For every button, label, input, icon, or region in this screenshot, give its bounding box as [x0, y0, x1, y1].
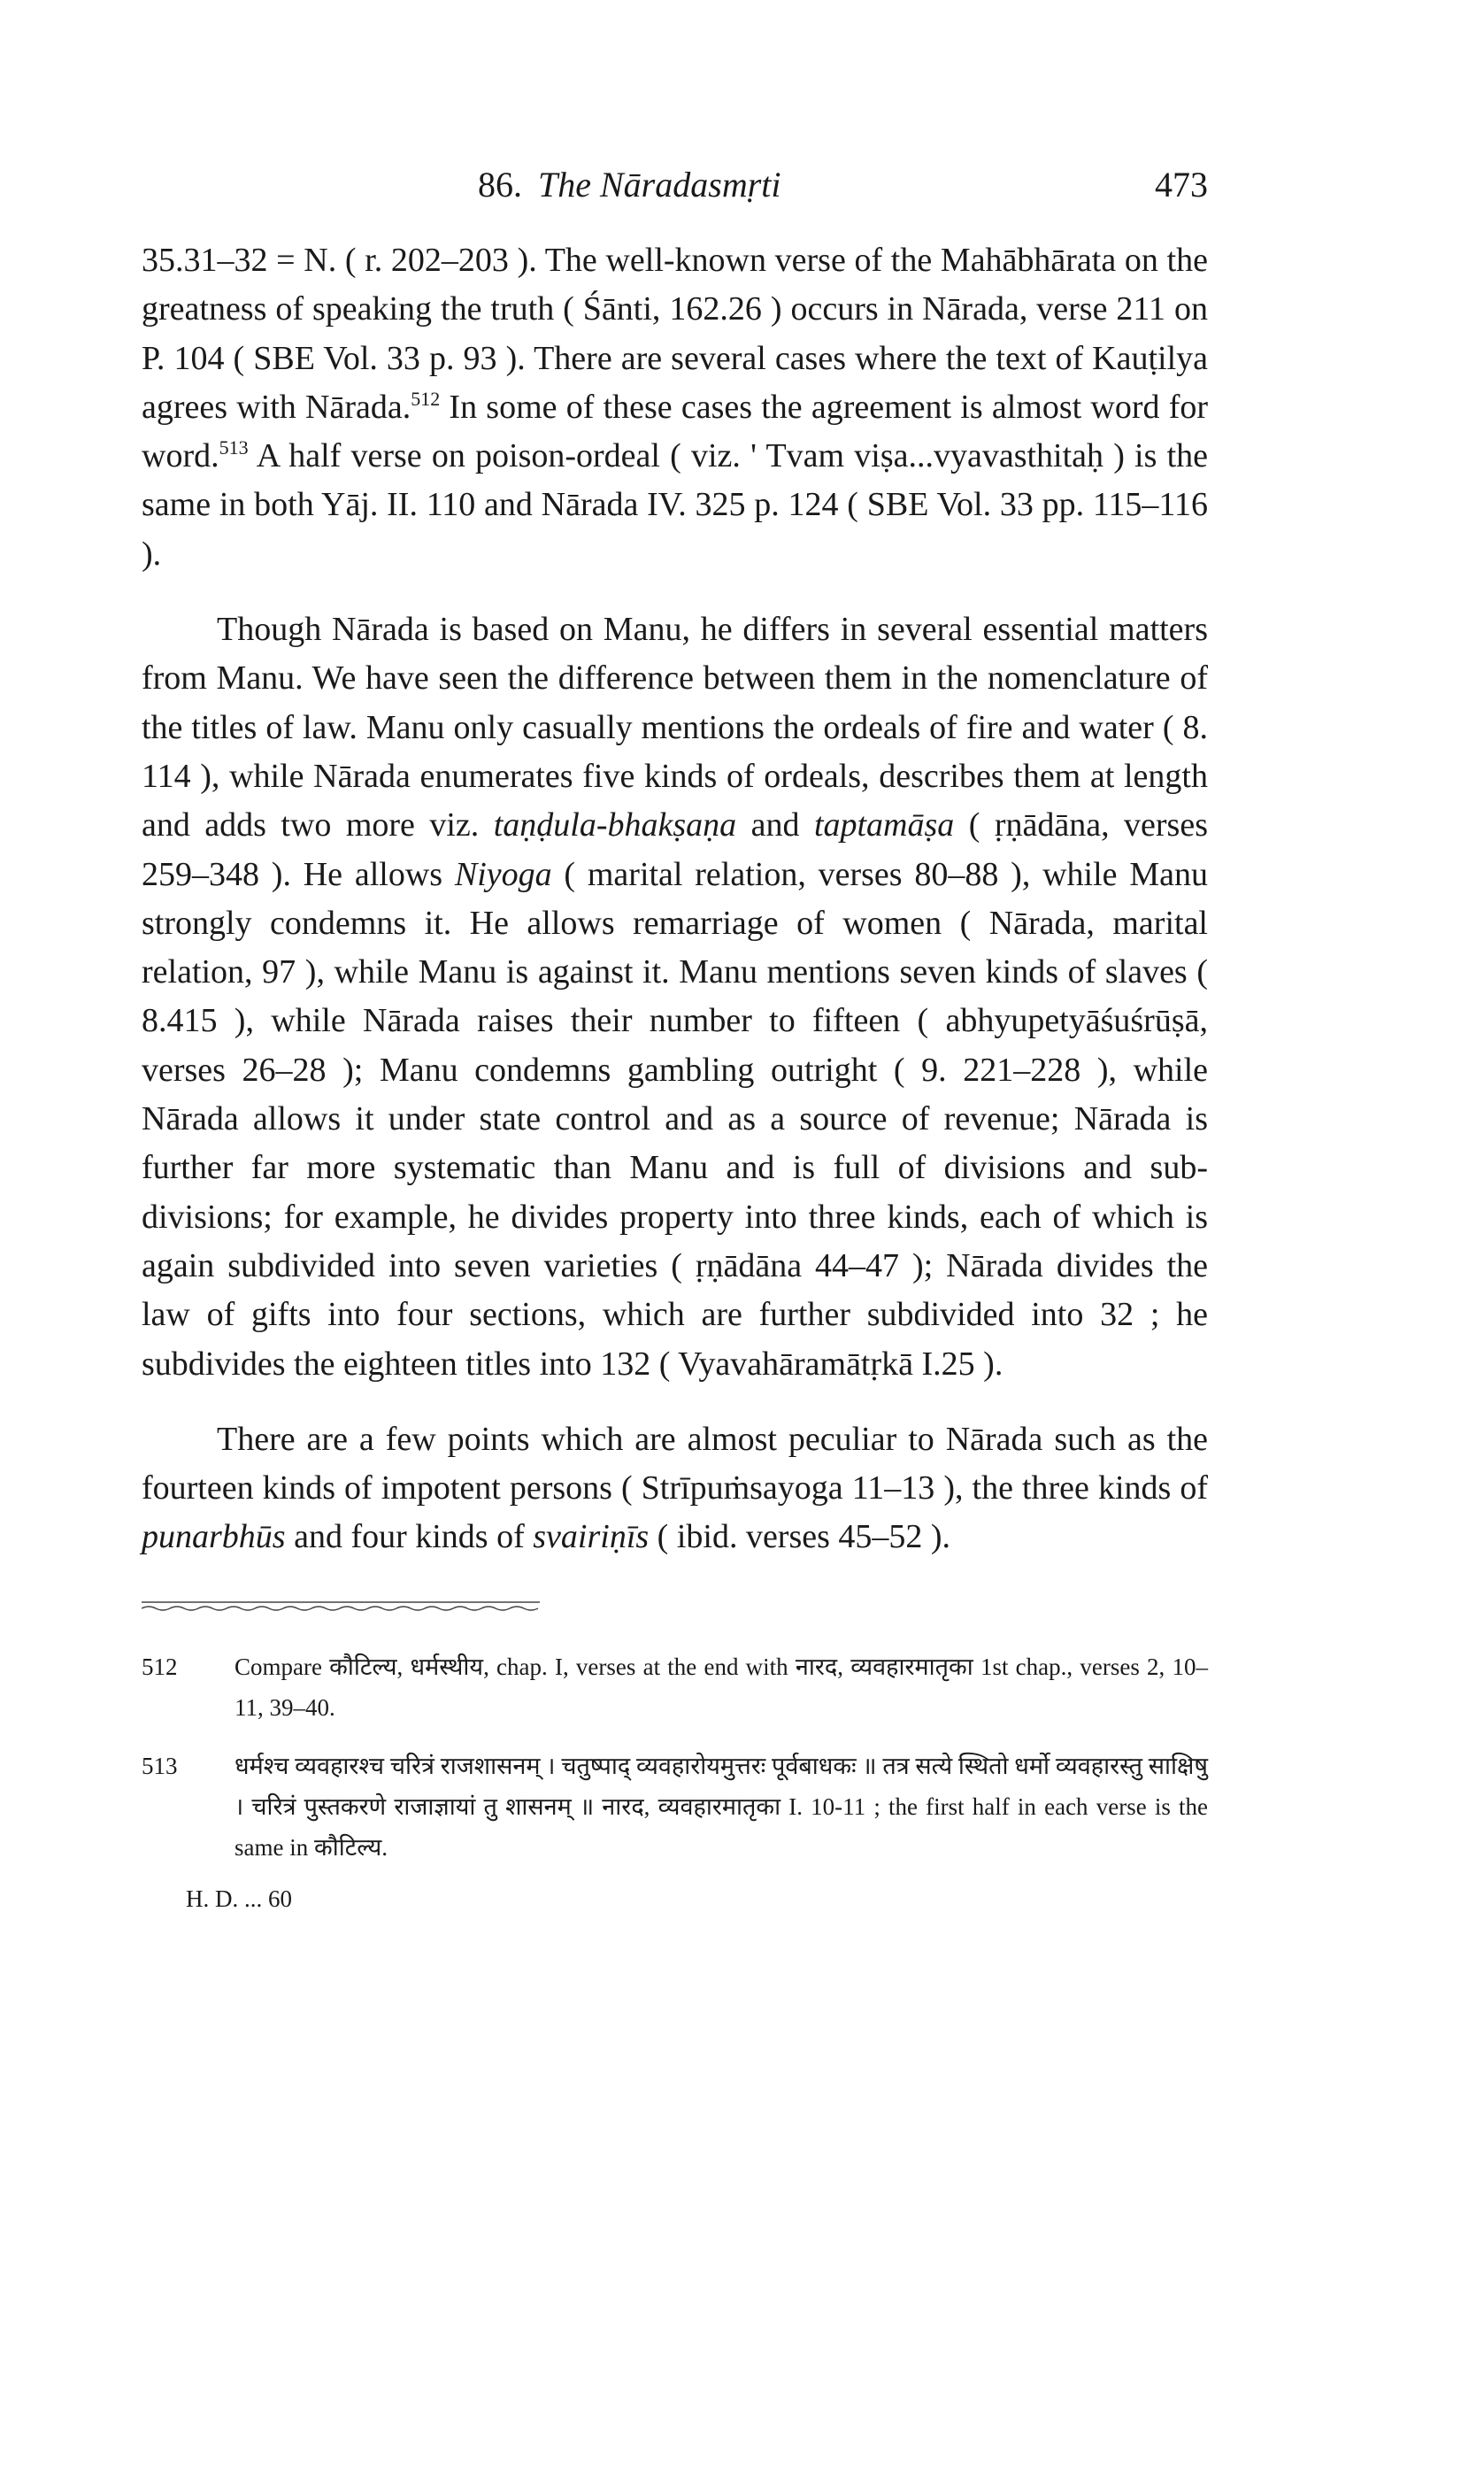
paragraph-text: and four kinds of — [285, 1518, 534, 1556]
footnote — [142, 1746, 1208, 1868]
printer-signature-mark: H. D. ... 60 — [186, 1885, 292, 1912]
footnotes — [142, 1646, 1208, 1868]
footnote-number: 512 — [142, 1653, 178, 1680]
paragraph-text: A half verse on poison-ordeal ( viz. ' Tvam viṣa...vyavasthitaḥ ) is the same in both Yāj. II. 110 and Nārada IV. 325 p. 124 ( SBE Vol. 33 pp. 115–116 ). — [142, 437, 1208, 573]
footnote-number: 513 — [142, 1752, 178, 1779]
italic-term: punarbhūs — [142, 1518, 286, 1556]
paragraph-text: and — [736, 806, 814, 844]
paragraph-text: ( ṛṇādāna, verses 259–348 ). He allows — [142, 806, 1208, 893]
paragraph — [142, 1415, 1208, 1562]
paragraph — [142, 236, 1208, 579]
footnote-text: Compare कौटिल्य, धर्मस्थीय, chap. I, verses at the end with नारद, व्यवहारमातृका 1st chap., verses 2, 10–11, 39–40. — [235, 1653, 1208, 1721]
paragraph-text: In some of these cases the agreement is almost word for word. — [142, 388, 1209, 475]
footnote — [142, 1646, 1208, 1728]
footnote-ref: 512 — [411, 387, 441, 410]
chapter-heading — [478, 164, 781, 205]
footnote-divider — [142, 1600, 540, 1612]
paragraph-text: There are a few points which are almost peculiar to Nārada such as the fourteen kinds of impotent persons ( Strīpuṁsayoga 11–13 ), the three kinds of — [142, 1420, 1208, 1507]
paragraph-text: Though Nārada is based on Manu, he differs in several essential matters from Manu. We have seen the difference between them in the nomenclature of the titles of law. Manu only casually mentions the ordeals of fire and water ( 8. 114 ), while Nārada enumerates five kinds of ordeals, describes them at length and adds two more viz. — [142, 611, 1208, 844]
paragraph-text: ( ibid. verses 45–52 ). — [649, 1518, 951, 1556]
paragraph-text: 35.31–32 = N. ( r. 202–203 ). The well-known verse of the Mahābhārata on the greatness of speaking the truth ( Śānti, 162.26 ) occurs in Nārada, verse 211 on P. 104 ( SBE Vol. 33 p. 93 ). There are several cases where the text of Kauṭilya agrees with Nārada. — [142, 242, 1208, 426]
italic-term: svairiṇīs — [533, 1518, 650, 1556]
footnote-text: धर्मश्च व्यवहारश्च चरित्रं राजशासनम् । चतुष्पाद् व्यवहारोयमुत्तरः पूर्वबाधकः ॥ तत्र सत्ये स्थितो धर्मो व्यवहारस्तु साक्षिषु । चरित्रं पुस्तकरणे राजाज्ञायां तु शासनम् ॥ नारद, व्यवहारमातृका I. 10-11 ; the first half in each verse is the same in कौटिल्य. — [235, 1752, 1208, 1861]
italic-term: taptamāṣa — [813, 806, 955, 844]
paragraph-text: ( marital relation, verses 80–88 ), while Manu strongly condemns it. He allows remarriage of women ( Nārada, marital relation, 97 ), while Manu is against it. Manu mentions seven kinds of slaves ( 8.415 ), while Nārada raises their number to fifteen ( abhyupetyāśuśrūṣā, verses 26–28 ); Manu condemns gambling outright ( 9. 221–228 ), while Nārada allows it under state control and as a source of revenue; Nārada is further far more systematic than Manu and is full of divisions and sub-divisions; for example, he divides property into three kinds, each of which is again subdivided into seven varieties ( ṛṇādāna 44–47 ); Nārada divides the law of gifts into four sections, which are further subdivided into 32 ; he subdivides the eighteen titles into 132 ( Vyavahāramātṛkā I.25 ). — [142, 855, 1208, 1383]
body-text — [142, 236, 1208, 1562]
italic-term: Niyoga — [454, 855, 552, 893]
page-number: 473 — [1155, 165, 1208, 204]
book-page — [142, 164, 1208, 1913]
running-header — [142, 164, 1208, 217]
italic-term: taṇḍula-bhakṣaṇa — [493, 806, 737, 844]
chapter-number: 86. — [478, 165, 522, 204]
chapter-title: The Nāradasmṛti — [538, 165, 781, 204]
paragraph — [142, 605, 1208, 1389]
footnote-ref: 513 — [219, 436, 249, 459]
